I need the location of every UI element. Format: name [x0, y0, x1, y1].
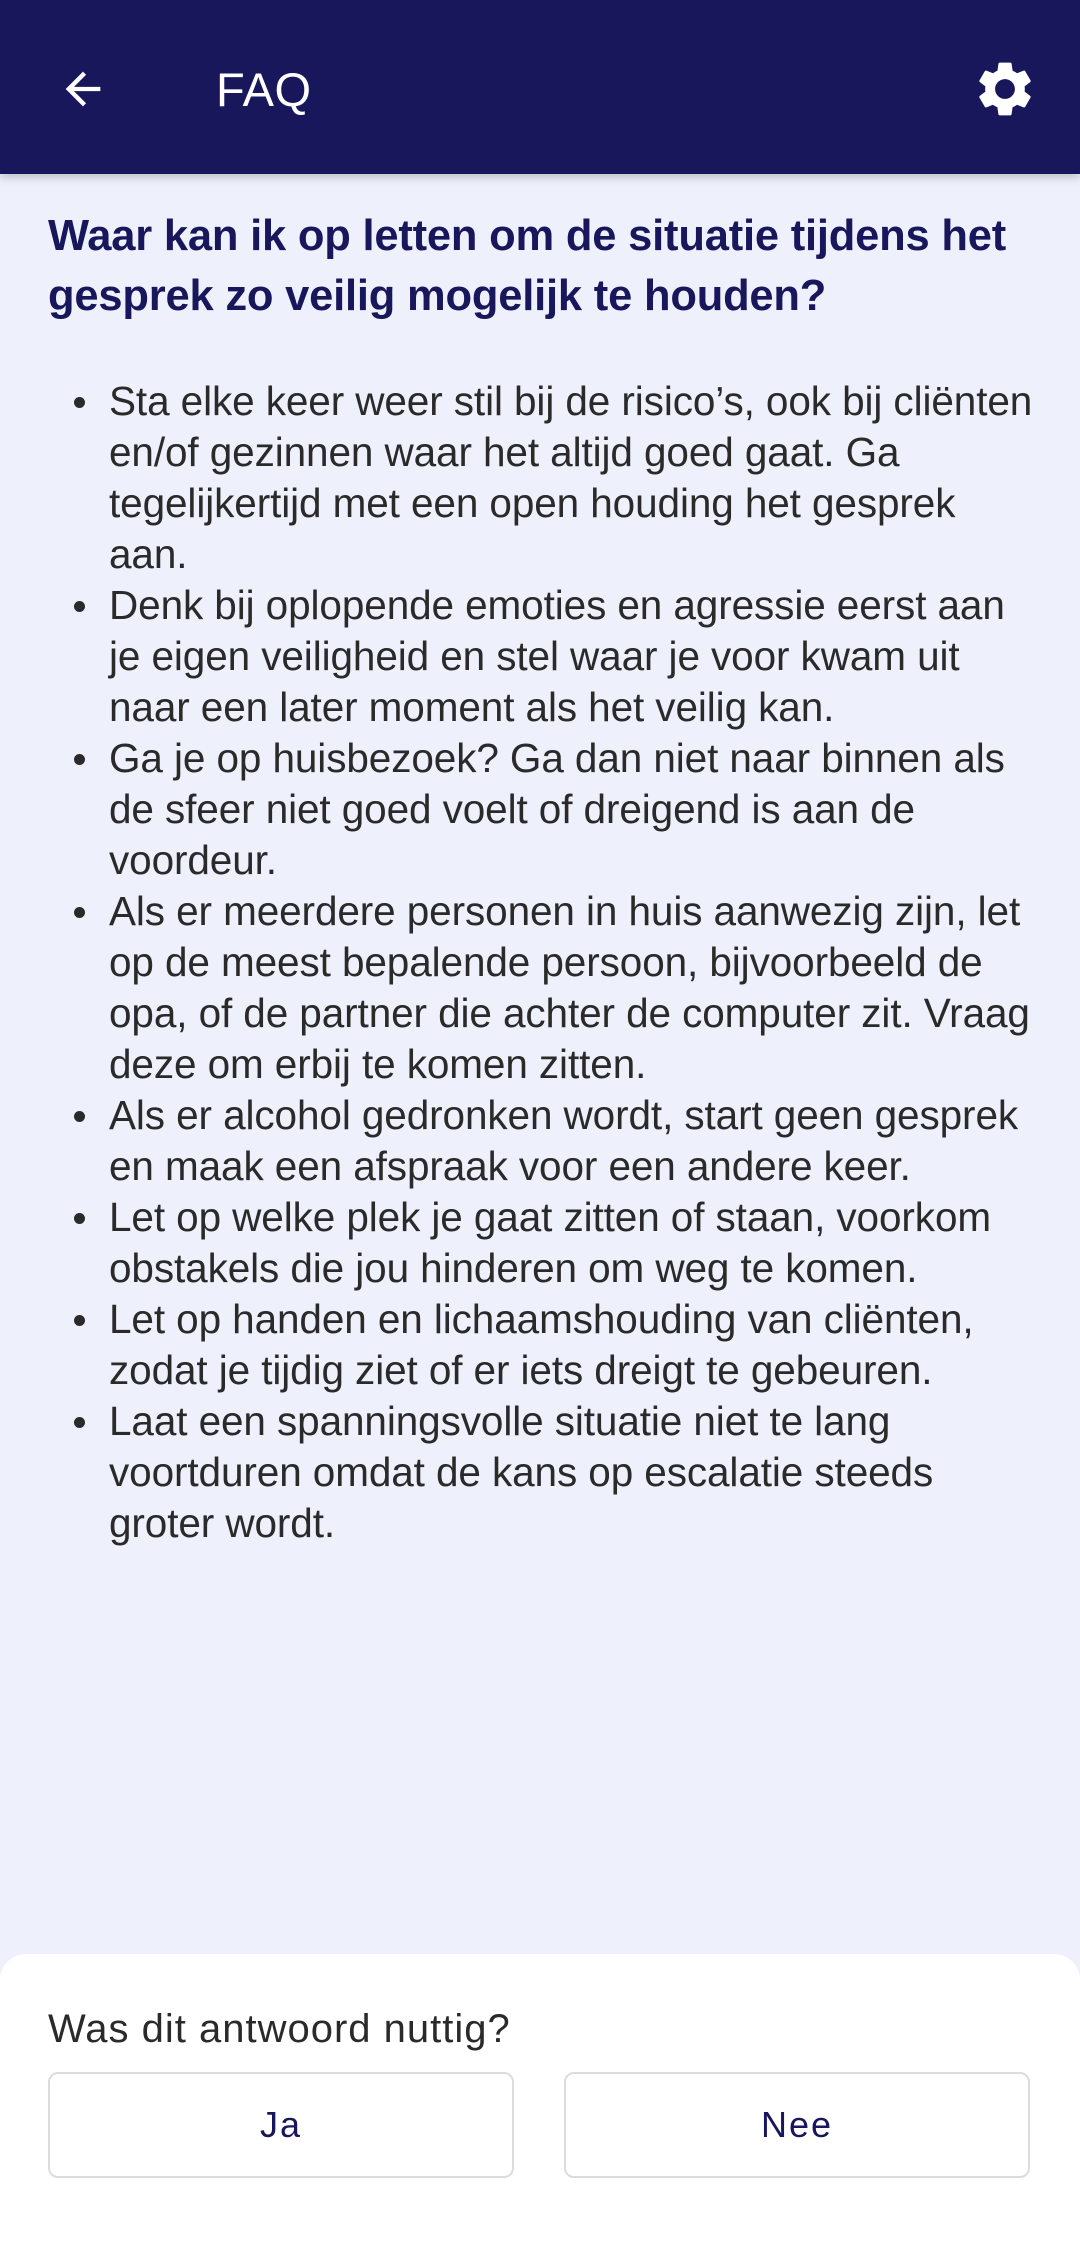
- bullet: [74, 397, 85, 408]
- list-item-text: Laat een spanningsvolle situatie niet te lang voortduren omdat de kans op escalatie steeds groter wordt.: [109, 1398, 934, 1546]
- bullet: [74, 907, 85, 918]
- arrow-left-icon: [57, 63, 109, 115]
- list-item-text: Als er alcohol gedronken wordt, start geen gesprek en maak een afspraak voor een andere keer.: [109, 1092, 1019, 1189]
- bullet: [74, 1111, 85, 1122]
- bullet: [74, 754, 85, 765]
- app-bar: [0, 0, 1080, 174]
- list-item-text: Ga je op huisbezoek? Ga dan niet naar binnen als de sfeer niet goed voelt of dreigend is aan de voordeur.: [109, 735, 1005, 883]
- list-item: [48, 1396, 1040, 1549]
- feedback-prompt: Was dit antwoord nuttig?: [48, 2007, 511, 2051]
- list-item: [48, 1192, 1040, 1294]
- list-item: [48, 886, 1040, 1090]
- gear-icon: [972, 56, 1038, 122]
- list-item: [48, 733, 1040, 886]
- no-button[interactable]: Nee: [564, 2072, 1030, 2178]
- feedback-panel: [0, 1954, 1080, 2244]
- faq-question: Waar kan ik op letten om de situatie tijdens het gesprek zo veilig mogelijk te houden?: [48, 212, 1007, 320]
- bullet: [74, 601, 85, 612]
- settings-button[interactable]: [962, 46, 1048, 132]
- list-item-text: Als er meerdere personen in huis aanwezig zijn, let op de meest bepalende persoon, bijvoorbeeld de opa, of de partner die achter de computer zit. Vraag deze om erbij te komen zitten.: [109, 888, 1030, 1087]
- bullet: [74, 1315, 85, 1326]
- bullet: [74, 1417, 85, 1428]
- list-item: [48, 376, 1040, 580]
- list-item-text: Let op handen en lichaamshouding van cliënten, zodat je tijdig ziet of er iets dreigt te gebeuren.: [109, 1296, 974, 1393]
- answer-list: [48, 376, 1040, 1549]
- list-item: [48, 1090, 1040, 1192]
- yes-button[interactable]: Ja: [48, 2072, 514, 2178]
- bullet: [74, 1213, 85, 1224]
- list-item-text: Sta elke keer weer stil bij de risico’s, ook bij cliënten en/of gezinnen waar het altijd goed gaat. Ga tegelijkertijd met een open houding het gesprek aan.: [109, 378, 1033, 577]
- faq-content: [0, 174, 1080, 1954]
- back-button[interactable]: [40, 46, 126, 132]
- list-item-text: Denk bij oplopende emoties en agressie eerst aan je eigen veiligheid en stel waar je voor kwam uit naar een later moment als het veilig kan.: [109, 582, 1005, 730]
- list-item: [48, 1294, 1040, 1396]
- list-item: [48, 580, 1040, 733]
- page-title: FAQ: [216, 63, 312, 116]
- list-item-text: Let op welke plek je gaat zitten of staan, voorkom obstakels die jou hinderen om weg te komen.: [109, 1194, 992, 1291]
